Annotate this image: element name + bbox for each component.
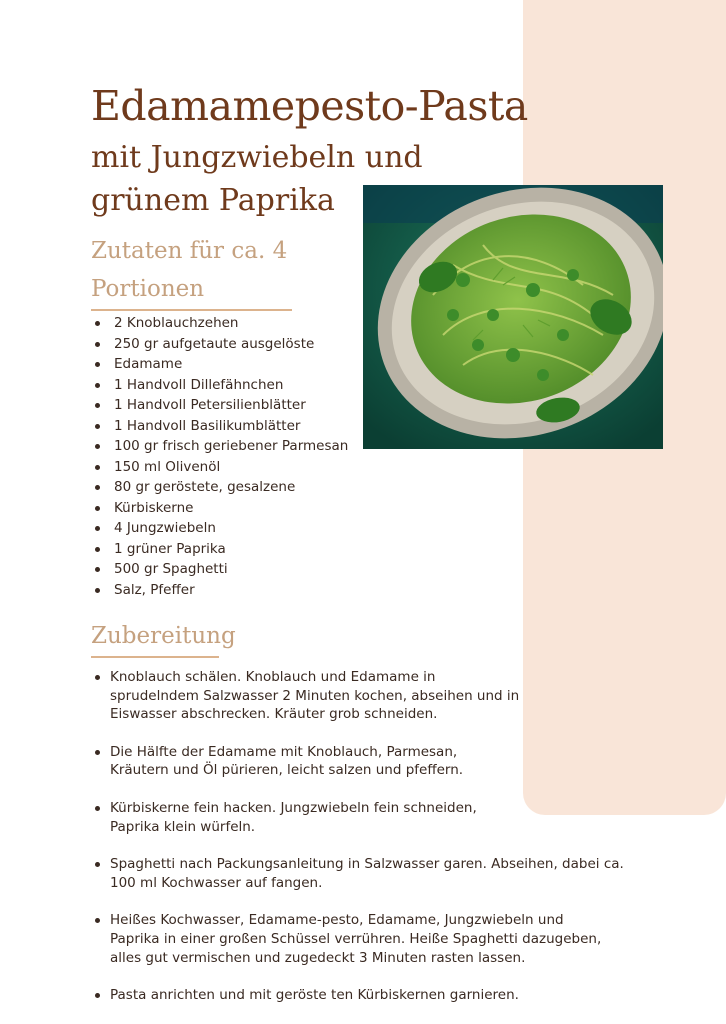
recipe-title: Edamamepesto-Pasta bbox=[91, 82, 528, 130]
list-item: 150 ml Olivenöl bbox=[95, 457, 365, 478]
list-item: Kürbiskerne bbox=[95, 498, 365, 519]
list-item: Salz, Pfeffer bbox=[95, 580, 365, 601]
preparation-steps bbox=[95, 668, 625, 1024]
list-item: 1 Handvoll Basilikumblätter bbox=[95, 416, 365, 437]
step-item: Spaghetti nach Packungsanleitung in Salzwasser garen. Abseihen, dabei ca. 100 ml Kochwasser auf fangen. bbox=[95, 855, 630, 892]
step-item: Pasta anrichten und mit geröste ten Kürbiskernen garnieren. bbox=[95, 986, 630, 1005]
step-item: Kürbiskerne fein hacken. Jungzwiebeln fein schneiden, Paprika klein würfeln. bbox=[95, 799, 502, 836]
list-item: 500 gr Spaghetti bbox=[95, 559, 365, 580]
ingredients-heading-underline bbox=[91, 309, 292, 311]
list-item: Edamame bbox=[95, 354, 365, 375]
preparation-heading: Zubereitung bbox=[91, 623, 236, 649]
preparation-heading-underline bbox=[91, 656, 219, 658]
step-item: Heißes Kochwasser, Edamame-pesto, Edamame, Jungzwiebeln und Paprika in einer großen Schüssel verrühren. Heiße Spaghetti dazugeben, alles gut vermischen und zugedeckt 3 Minuten rasten lassen. bbox=[95, 911, 616, 967]
recipe-subtitle: mit Jungzwiebeln und grünem Paprika bbox=[91, 140, 423, 218]
ingredients-list bbox=[95, 313, 365, 600]
list-item: 1 Handvoll Dillefähnchen bbox=[95, 375, 365, 396]
pasta-dish-illustration bbox=[363, 185, 663, 449]
list-item: 1 grüner Paprika bbox=[95, 539, 365, 560]
list-item: 2 Knoblauchzehen bbox=[95, 313, 365, 334]
step-item: Die Hälfte der Edamame mit Knoblauch, Parmesan, Kräutern und Öl pürieren, leicht salzen und pfeffern. bbox=[95, 743, 470, 780]
list-item: 250 gr aufgetaute ausgelöste bbox=[95, 334, 365, 355]
step-item: Knoblauch schälen. Knoblauch und Edamame in sprudelndem Salzwasser 2 Minuten kochen, abseihen und in Eiswasser abschrecken. Kräuter grob schneiden. bbox=[95, 668, 520, 724]
list-item: 1 Handvoll Petersilienblätter bbox=[95, 395, 365, 416]
list-item: 4 Jungzwiebeln bbox=[95, 518, 365, 539]
list-item: 100 gr frisch geriebener Parmesan bbox=[95, 436, 365, 457]
ingredients-heading: Zutaten für ca. 4 Portionen bbox=[91, 238, 288, 302]
pasta-photo bbox=[363, 185, 663, 449]
list-item: 80 gr geröstete, gesalzene bbox=[95, 477, 365, 498]
